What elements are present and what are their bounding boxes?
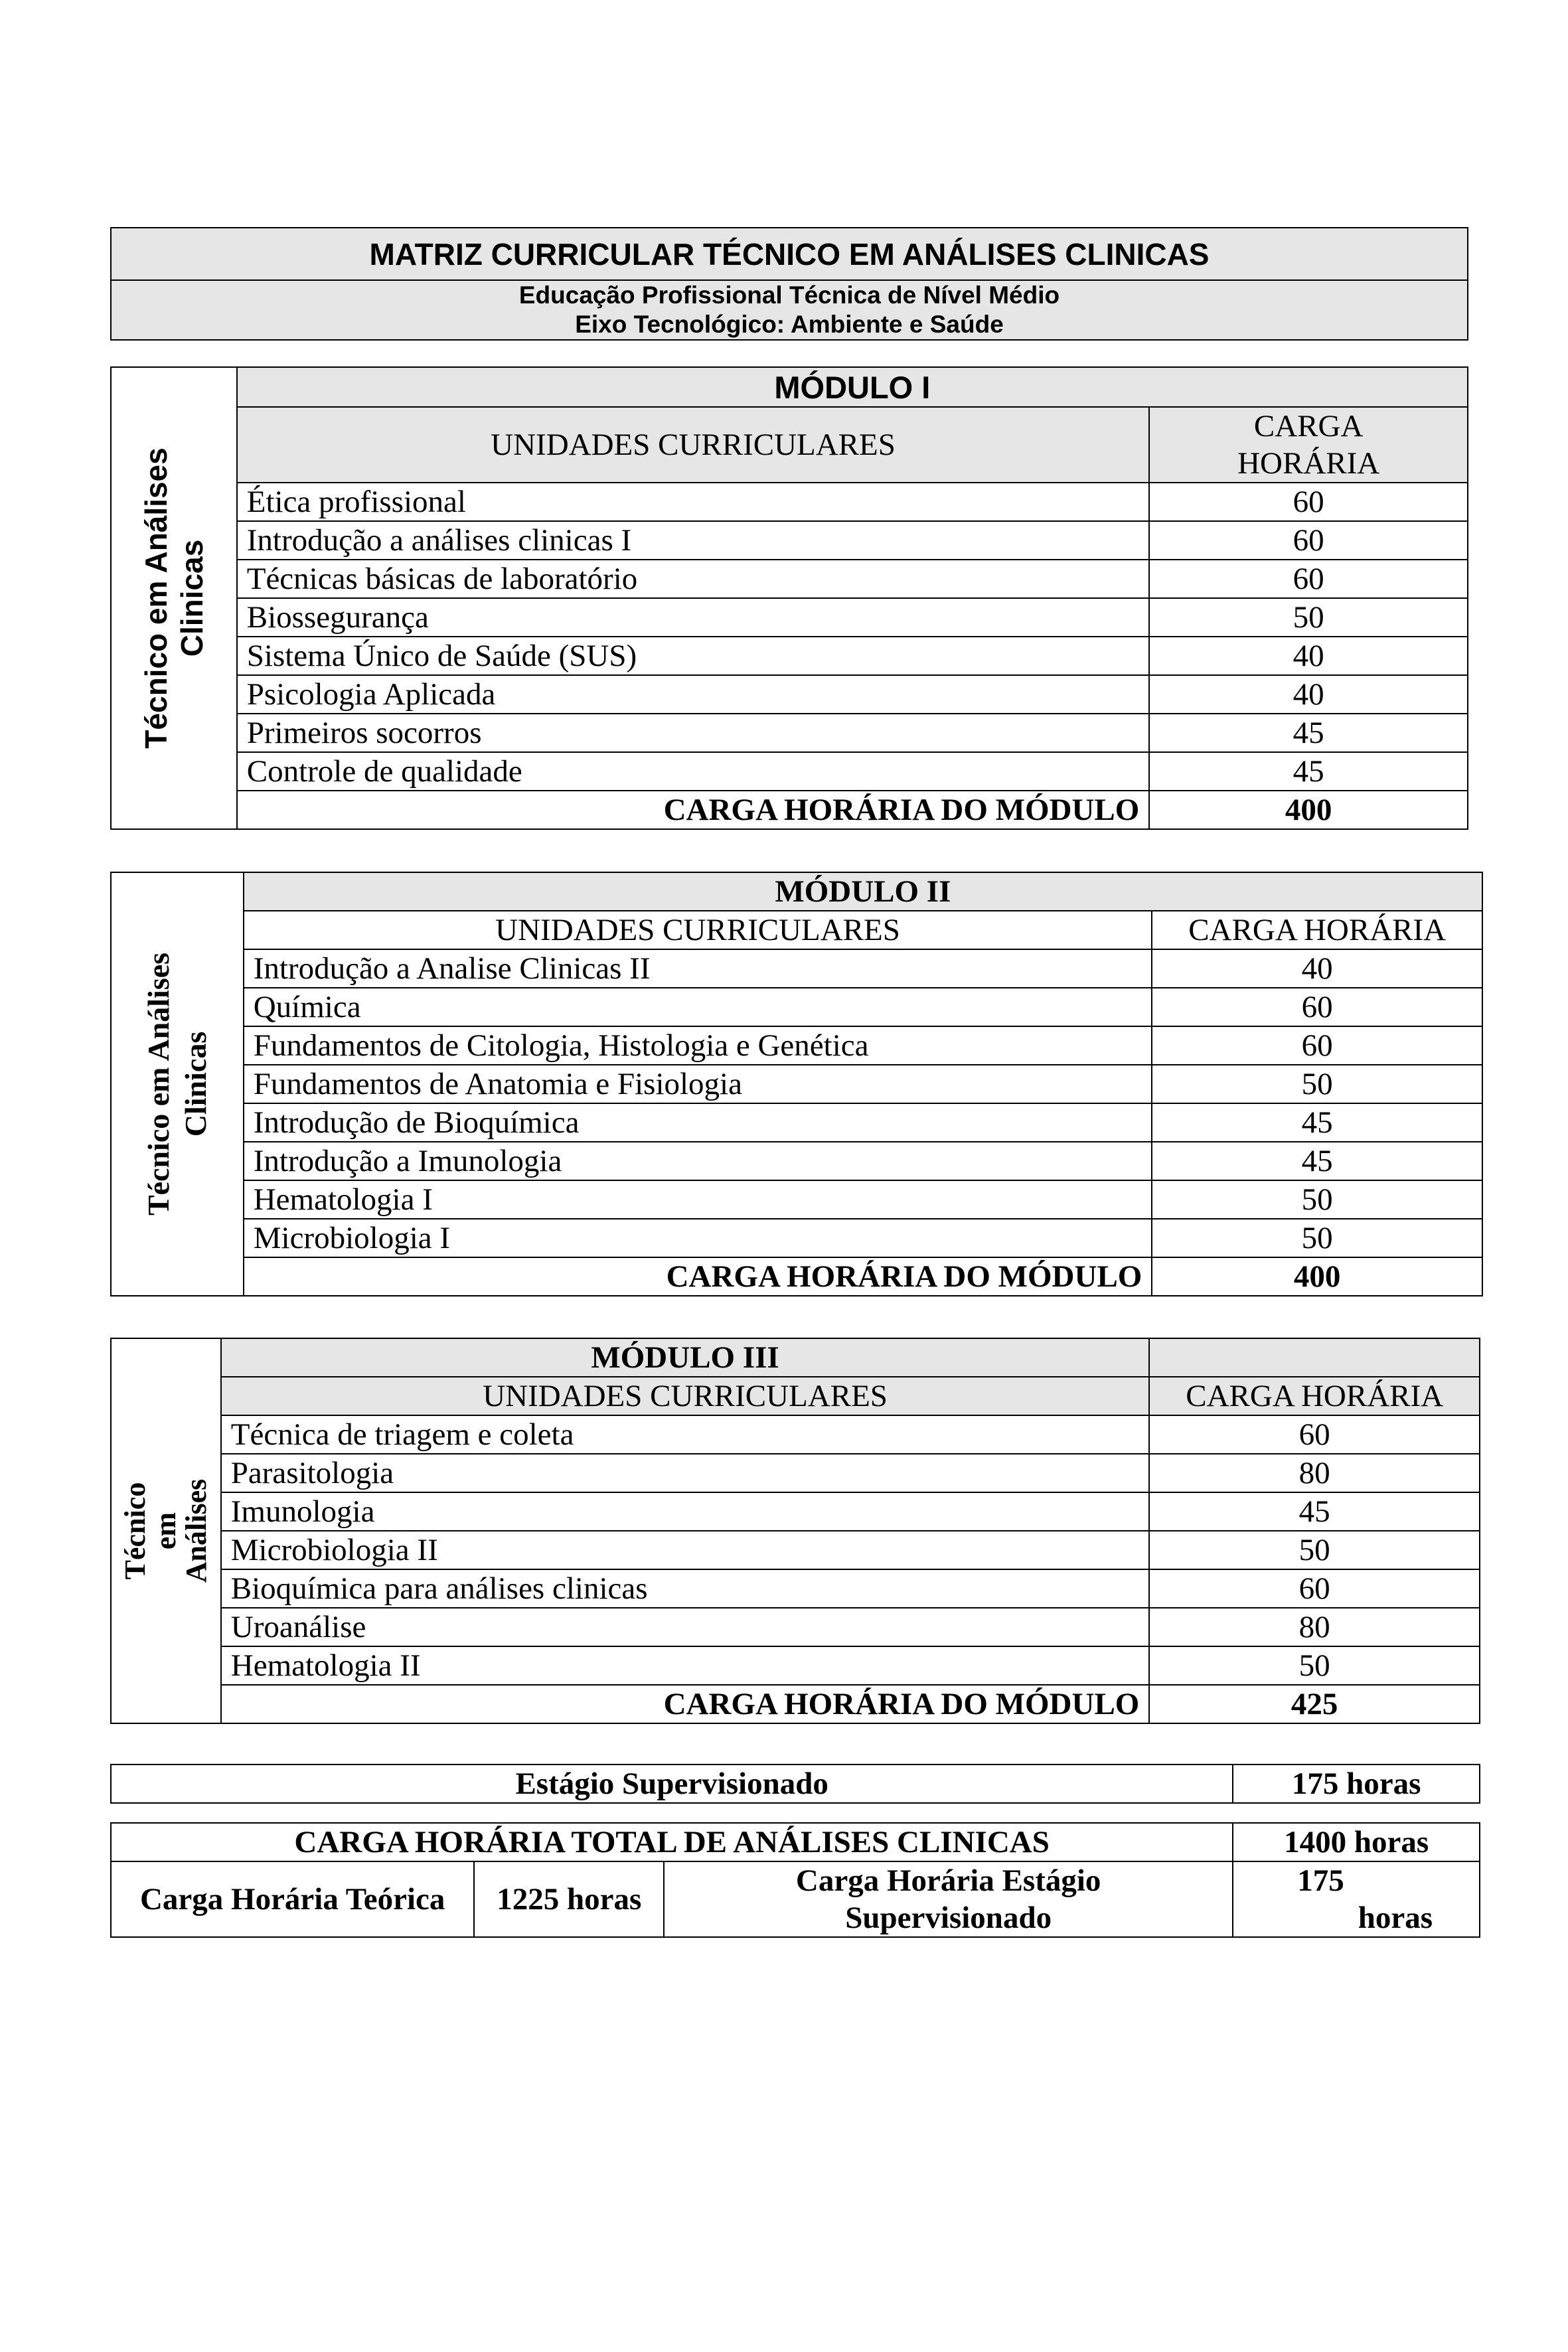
side-label-line-2: em <box>149 1512 182 1550</box>
module-2-total: 400 <box>1152 1257 1482 1296</box>
side-label-line-1: Técnico em Análises <box>141 952 175 1216</box>
unit-name: Fundamentos de Anatomia e Fisiologia <box>244 1065 1152 1103</box>
subtitle-line-2: Eixo Tecnológico: Ambiente e Saúde <box>575 311 1004 338</box>
unit-hours: 60 <box>1152 988 1482 1026</box>
unit-name: Técnica de triagem e coleta <box>221 1415 1150 1454</box>
totals-table <box>110 1822 1480 1938</box>
unit-name: Hematologia II <box>221 1646 1150 1685</box>
unit-name: Introdução a Analise Clinicas II <box>244 949 1152 988</box>
unit-hours: 45 <box>1149 1492 1480 1531</box>
unit-hours: 40 <box>1149 675 1468 714</box>
module-3-total: 425 <box>1149 1685 1480 1723</box>
estagio-table <box>110 1764 1480 1804</box>
unit-hours: 50 <box>1149 1646 1480 1685</box>
unit-hours: 45 <box>1149 714 1468 752</box>
unit-hours: 60 <box>1149 560 1468 598</box>
unit-name: Controle de qualidade <box>237 752 1150 791</box>
unit-name: Imunologia <box>221 1492 1150 1531</box>
estagio-hours-value <box>1233 1861 1480 1937</box>
unit-hours: 60 <box>1149 1415 1480 1454</box>
unit-hours: 50 <box>1149 598 1468 637</box>
unit-hours: 60 <box>1149 521 1468 560</box>
unit-hours: 60 <box>1149 483 1468 521</box>
module-3-title-empty-cell <box>1149 1338 1480 1377</box>
total-hours-value: 1400 horas <box>1233 1823 1480 1861</box>
unit-name: Introdução de Bioquímica <box>244 1103 1152 1142</box>
module-1-table <box>110 366 1468 830</box>
document-title: MATRIZ CURRICULAR TÉCNICO EM ANÁLISES CLINICAS <box>111 228 1468 280</box>
subtitle-line-1: Educação Profissional Técnica de Nível Médio <box>518 281 1060 309</box>
side-label-line-3: Análises <box>179 1478 212 1583</box>
side-label-line-2: Clinicas <box>178 1031 212 1137</box>
unit-name: Introdução a Imunologia <box>244 1142 1152 1180</box>
side-label-line-1: Técnico em Análises <box>138 447 173 749</box>
unit-hours: 45 <box>1152 1142 1482 1180</box>
unit-name: Bioquímica para análises clinicas <box>221 1569 1150 1608</box>
unit-hours: 40 <box>1152 949 1482 988</box>
module-1-side-label <box>111 367 237 829</box>
estagio-value: 175 horas <box>1233 1764 1480 1803</box>
module-3-title: MÓDULO III <box>221 1338 1150 1377</box>
module-2-title: MÓDULO II <box>244 872 1482 911</box>
unit-name: Técnicas básicas de laboratório <box>237 560 1150 598</box>
unit-name: Parasitologia <box>221 1454 1150 1492</box>
module-2-table <box>110 872 1483 1296</box>
module-1-title: MÓDULO I <box>237 367 1468 407</box>
column-header-hours: CARGA HORÁRIA <box>1152 911 1482 949</box>
module-3-total-label: CARGA HORÁRIA DO MÓDULO <box>221 1685 1150 1723</box>
unit-hours: 50 <box>1152 1065 1482 1103</box>
estagio-hours-label-line-1: Carga Horária Estágio <box>795 1863 1101 1898</box>
column-header-hours <box>1149 407 1468 483</box>
unit-name: Microbiologia II <box>221 1531 1150 1569</box>
unit-hours: 80 <box>1149 1454 1480 1492</box>
unit-hours: 50 <box>1152 1219 1482 1257</box>
module-2-total-label: CARGA HORÁRIA DO MÓDULO <box>244 1257 1152 1296</box>
unit-name: Uroanálise <box>221 1608 1150 1646</box>
unit-hours: 50 <box>1149 1531 1480 1569</box>
estagio-hours-value-line-2: horas <box>1358 1901 1433 1935</box>
unit-hours: 45 <box>1152 1103 1482 1142</box>
unit-hours: 45 <box>1149 752 1468 791</box>
column-header-hours-line-1: CARGA <box>1253 409 1364 443</box>
side-label-line-1: Técnico <box>118 1482 151 1580</box>
header-table <box>110 227 1468 341</box>
unit-name: Hematologia I <box>244 1180 1152 1219</box>
estagio-hours-value-line-1: 175 <box>1297 1863 1344 1898</box>
unit-hours: 40 <box>1149 637 1468 675</box>
teorica-value: 1225 horas <box>474 1861 664 1937</box>
unit-name: Microbiologia I <box>244 1219 1152 1257</box>
module-3-table <box>110 1338 1480 1724</box>
column-header-hours-line-2: HORÁRIA <box>1237 446 1380 481</box>
module-1-total: 400 <box>1149 791 1468 829</box>
unit-hours: 50 <box>1152 1180 1482 1219</box>
module-2-side-label <box>111 872 244 1296</box>
unit-hours: 80 <box>1149 1608 1480 1646</box>
module-3-side-label <box>111 1338 221 1723</box>
module-1-total-label: CARGA HORÁRIA DO MÓDULO <box>237 791 1150 829</box>
unit-name: Psicologia Aplicada <box>237 675 1150 714</box>
unit-name: Química <box>244 988 1152 1026</box>
unit-name: Biossegurança <box>237 598 1150 637</box>
estagio-hours-label <box>664 1861 1233 1937</box>
estagio-label: Estágio Supervisionado <box>111 1764 1233 1803</box>
unit-name: Primeiros socorros <box>237 714 1150 752</box>
unit-hours: 60 <box>1149 1569 1480 1608</box>
unit-name: Introdução a análises clinicas I <box>237 521 1150 560</box>
side-label-line-2: Clinicas <box>174 539 209 657</box>
unit-name: Sistema Único de Saúde (SUS) <box>237 637 1150 675</box>
document-subtitle <box>111 280 1468 340</box>
estagio-hours-label-line-2: Supervisionado <box>845 1901 1052 1935</box>
column-header-hours: CARGA HORÁRIA <box>1149 1377 1480 1415</box>
column-header-units: UNIDADES CURRICULARES <box>237 407 1150 483</box>
unit-hours: 60 <box>1152 1026 1482 1065</box>
column-header-units: UNIDADES CURRICULARES <box>221 1377 1150 1415</box>
teorica-label: Carga Horária Teórica <box>111 1861 474 1937</box>
column-header-units: UNIDADES CURRICULARES <box>244 911 1152 949</box>
unit-name: Fundamentos de Citologia, Histologia e Genética <box>244 1026 1152 1065</box>
total-hours-label: CARGA HORÁRIA TOTAL DE ANÁLISES CLINICAS <box>111 1823 1233 1861</box>
unit-name: Ética profissional <box>237 483 1150 521</box>
